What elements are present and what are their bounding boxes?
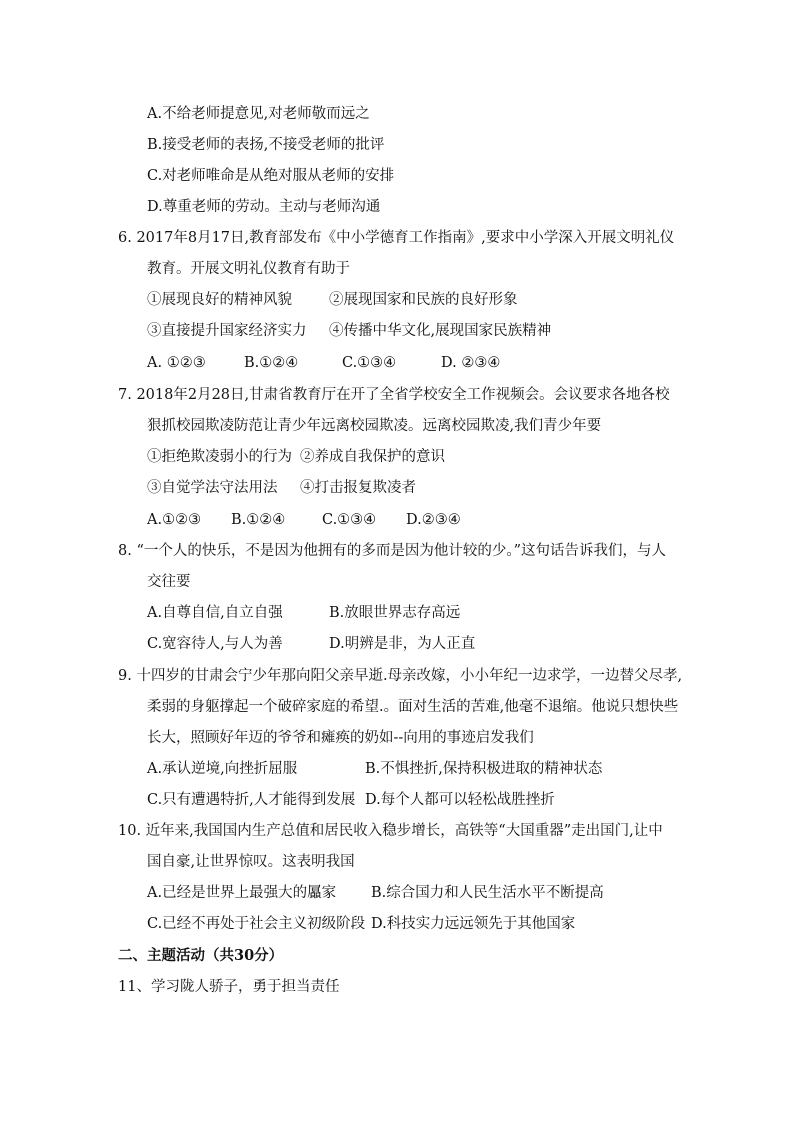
q9-choice-c: C.只有遭遇特折,人才能得到发展 xyxy=(147,792,356,808)
q8-choice-a: A.自尊自信,自立自强 xyxy=(147,605,283,621)
q6-choice-d: D. ②③④ xyxy=(441,355,501,371)
q6-choice-b: B.①②④ xyxy=(244,355,299,371)
q7-stem-line1: 7. 2018年2月28日,甘肃省教育厅在开了全省学校安全工作视频会。会议要求各地各校 xyxy=(118,387,670,403)
q6-choice-c: C.①③④ xyxy=(342,355,397,371)
q8-stem-line1: 8. “一个人的快乐，不是因为他拥有的多而是因为他计较的少。”这句话告诉我们，与人 xyxy=(118,543,667,559)
q7-choice-d: D.②③④ xyxy=(406,512,461,528)
q7-item-2: ②养成自我保护的意识 xyxy=(300,449,445,465)
q6-item-4: ④传播中华文化,展现国家民族精神 xyxy=(329,323,552,339)
q7-choice-b: B.①②④ xyxy=(231,512,286,528)
q9-stem-line2: 柔弱的身躯撑起一个破碎家庭的希望.。面对生活的苦难,他毫不退缩。他说只想快些 xyxy=(147,699,679,715)
q8-choice-c: C.宽容待人,与人为善 xyxy=(147,636,283,652)
q9-stem-line3: 长大，照顾好年迈的爷爷和瘫痪的奶如--向用的事迹启发我们 xyxy=(147,730,534,746)
q7-item-4: ④打击报复欺凌者 xyxy=(300,480,416,496)
q5-option-b: B.接受老师的表扬,不接受老师的批评 xyxy=(147,137,385,153)
q10-choice-a: A.已经是世界上最强大的屭家 xyxy=(147,885,337,901)
q10-stem-line1: 10. 近年来,我国国内生产总值和居民收入稳步增长，高铁等“大国重器”走出国门,让中 xyxy=(118,823,663,839)
q6-item-2: ②展现国家和民族的良好形象 xyxy=(329,292,518,308)
q6-item-1: ①展现良好的精神风貌 xyxy=(147,292,292,308)
q6-stem-line1: 6. 2017年8月17日,教育部发布《中小学德育工作指南》,要求中小学深入开展文明礼仪 xyxy=(118,230,675,246)
q7-stem-line2: 狠抓校园欺凌防范让青少年远离校园欺凌。远离校园欺凌,我们青少年要 xyxy=(147,418,602,434)
q10-choice-d: D.科技实力远远领先于其他国家 xyxy=(371,916,576,932)
q5-option-d: D.尊重老师的劳动。主动与老师沟通 xyxy=(147,199,381,215)
q8-choice-d: D.明辨是非，为人正直 xyxy=(329,636,476,652)
q10-choice-c: C.已经不再处于社会主义初级阶段 xyxy=(147,916,366,932)
q9-choice-b: B.不惧挫折,保持积极进取的精神状态 xyxy=(365,761,603,777)
q7-item-1: ①拒绝欺凌弱小的行为 xyxy=(147,449,292,465)
q6-item-3: ③直接提升国家经济实力 xyxy=(147,323,307,339)
q9-stem-line1: 9. 十四岁的甘肃会宁少年那向阳父亲早逝.母亲改嫁，小小年纪一边求学，一边替父尽孝, xyxy=(118,668,683,684)
q6-choice-a: A. ①②③ xyxy=(147,355,206,371)
q5-option-c: C.对老师唯命是从绝对服从老师的安排 xyxy=(147,168,395,184)
q10-choice-b: B.综合国力和人民生活水平不断提高 xyxy=(371,885,604,901)
q9-choice-a: A.承认逆境,向挫折屈服 xyxy=(147,761,298,777)
q7-choice-a: A.①②③ xyxy=(147,512,202,528)
q5-option-a: A.不给老师提意见,对老师敬而远之 xyxy=(147,106,370,122)
q8-stem-line2: 交往要 xyxy=(147,574,191,590)
q10-stem-line2: 国自豪,让世界惊叹。这表明我国 xyxy=(147,854,355,870)
q6-stem-line2: 教育。开展文明礼仪教育有助于 xyxy=(147,261,350,277)
section-heading: 二、主题活动（共30分） xyxy=(118,947,284,964)
q7-choice-c: C.①③④ xyxy=(322,512,377,528)
q11-title: 11、学习陇人骄子，勇于担当责任 xyxy=(118,979,340,995)
q8-choice-b: B.放眼世界志存高远 xyxy=(329,605,461,621)
q7-item-3: ③自觉学法守法用法 xyxy=(147,480,278,496)
q9-choice-d: D.每个人都可以轻松战胜挫折 xyxy=(365,792,555,808)
